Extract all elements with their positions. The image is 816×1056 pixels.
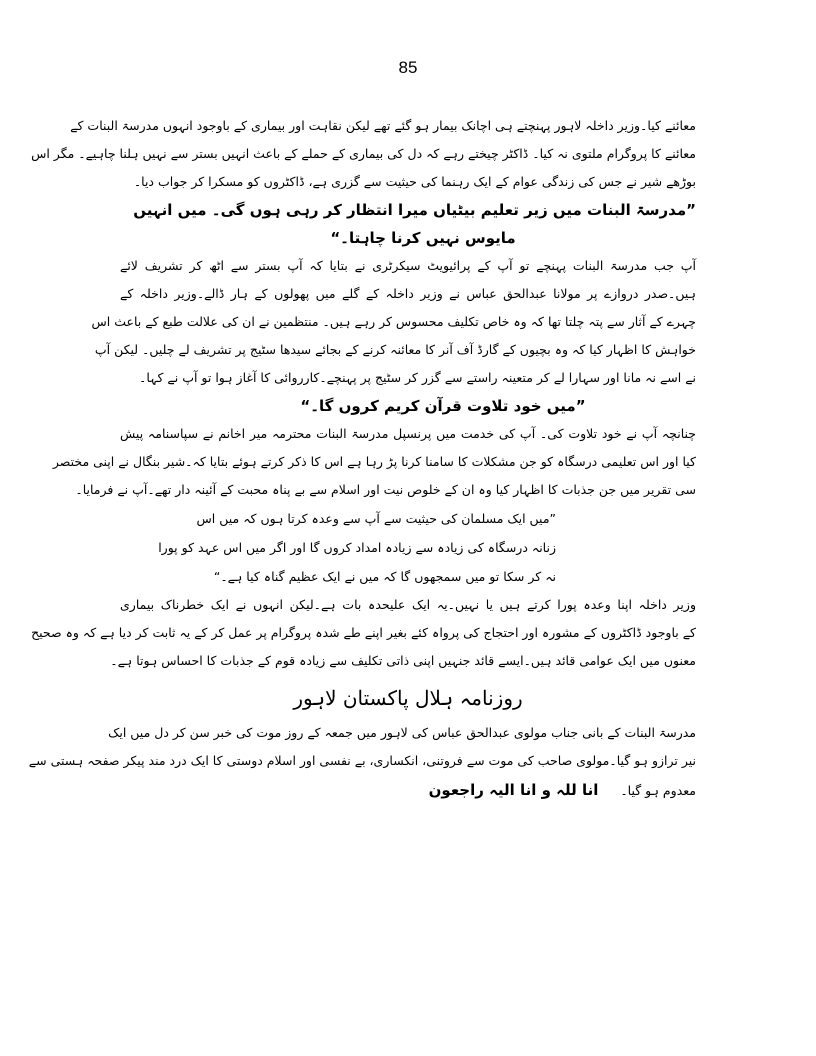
quoted-speech-line: زنانہ درسگاہ کی زیادہ سے زیادہ امداد کروں گا اور اگر میں اس عہد کو پورا [158, 540, 556, 555]
quote-heading: ”میں خود تلاوت قرآن کریم کروں گا۔“ [300, 397, 586, 415]
paragraph-line: کیا اور اس تعلیمی درسگاہ کو جن مشکلات کا سامنا کرنا پڑ رہا ہے اس کا ذکر کرتے ہوئے بتایا کہ۔شیر بنگال نے اپنی مختصر [52, 454, 696, 469]
paragraph-line: سی تقریر میں جن جذبات کا اظہار کیا وہ ان کے خلوص نیت اور اسلام سے بے پناہ محبت کے آئینہ دار تھے۔آپ نے فرمایا۔ [75, 482, 696, 497]
paragraph-line: مدرسۃ البنات کے بانی جناب مولوی عبدالحق عباس کی لاہور میں جمعہ کے روز موت کی خبر سن کر دل میں ایک [108, 725, 696, 740]
paragraph-line: کے باوجود ڈاکٹروں کے مشورہ اور احتجاج کی پرواہ کئے بغیر اپنے طے شدہ پروگرام پر عمل کر کے یہ ثابت کر دیا ہے کہ وہ صحیح [31, 625, 696, 640]
paragraph-line: معائنے کا پروگرام ملتوی نہ کیا۔ ڈاکٹر چیختے رہے کہ دل کی بیماری کے حملے کے باعث انہیں بستر سے نہیں ہلنا چاہیے۔ مگر اس [31, 146, 696, 161]
quote-heading-continued: مایوس نہیں کرنا چاہتا۔“ [330, 229, 516, 247]
paragraph-line: معائنے کیا۔وزیر داخلہ لاہور پہنچتے ہی اچانک بیمار ہو گئے تھے لیکن نقاہت اور بیماری کے باوجود انہوں مدرسۃ البنات کے [70, 118, 696, 133]
paragraph-line: معنوں میں ایک عوامی قائد ہیں۔ایسے قائد جنہیں اپنی ذاتی تکلیف سے زیادہ قوم کے جذبات کا احساس ہوتا ہے۔ [110, 653, 696, 668]
quoted-speech-line: ”میں ایک مسلمان کی حیثیت سے آپ سے وعدہ کرتا ہوں کہ میں اس [196, 511, 556, 526]
paragraph-line: چنانچہ آپ نے خود تلاوت کی۔ آپ کی خدمت میں پرنسپل مدرسۃ البنات محترمہ میر اخانم نے سپاسنامہ پیش [120, 426, 696, 441]
paragraph-line: آپ جب مدرسۃ البنات پہنچے تو آپ کے پرائیویٹ سیکرٹری نے بتایا کہ آپ بستر سے اٹھ کر تشریف لائے [120, 258, 696, 273]
paragraph-line: خواہش کا اظہار کیا کہ وہ بچیوں کے گارڈ آف آنر کا معائنہ کرنے کے بجائے سیدھا سٹیج پر تشریف لے چلیں۔ لیکن آپ [94, 342, 696, 357]
quoted-speech-line: نہ کر سکا تو میں سمجھوں گا کہ میں نے ایک عظیم گناہ کیا ہے۔“ [213, 569, 556, 584]
paragraph-line: چہرے کے آثار سے پتہ چلتا تھا کہ وہ خاص تکلیف محسوس کر رہے ہیں۔ منتظمین نے ان کی علالت طبع کے باعث اس [91, 314, 696, 329]
paragraph-line: ہیں۔صدر دروازے پر مولانا عبدالحق عباس نے وزیر داخلہ کے گلے میں پھولوں کے ہار ڈالے۔وزیر داخلہ کے [120, 286, 696, 301]
quote-heading: ”مدرسۃ البنات میں زیر تعلیم بیٹیاں میرا انتظار کر رہی ہوں گی۔ میں انہیں [133, 201, 696, 219]
page-body [28, 112, 696, 805]
paragraph-line: نیر ترازو ہو گیا۔مولوی صاحب کی موت سے فروتنی، انکساری، بے نفسی اور اسلام دوستی کا ایک درد مند پیکر صفحہ ہستی سے [28, 753, 696, 768]
section-title: روزنامہ ہلال پاکستان لاہور [293, 686, 523, 710]
closing-line [120, 775, 696, 805]
paragraph-line: وزیر داخلہ اپنا وعدہ پورا کرتے ہیں یا نہیں۔یہ ایک علیحدہ بات ہے۔لیکن انہوں نے ایک خطرناک بیماری [120, 597, 696, 612]
paragraph-line: بوڑھے شیر نے جس کی زندگی عوام کے ایک رہنما کی حیثیت سے گزری ہے، ڈاکٹروں کو مسکرا کر جواب دیا۔ [133, 174, 696, 189]
closing-dua: انا للہ و انا الیہ راجعون [428, 781, 599, 799]
page-number: 85 [398, 58, 418, 77]
paragraph-line: نے اسے نہ مانا اور سہارا لے کر متعینہ راستے سے گزر کر سٹیج پر پہنچے۔کارروائی کا آغاز ہوا تو آپ نے کہا۔ [139, 370, 696, 385]
closing-text: معدوم ہو گیا۔ [620, 783, 696, 798]
